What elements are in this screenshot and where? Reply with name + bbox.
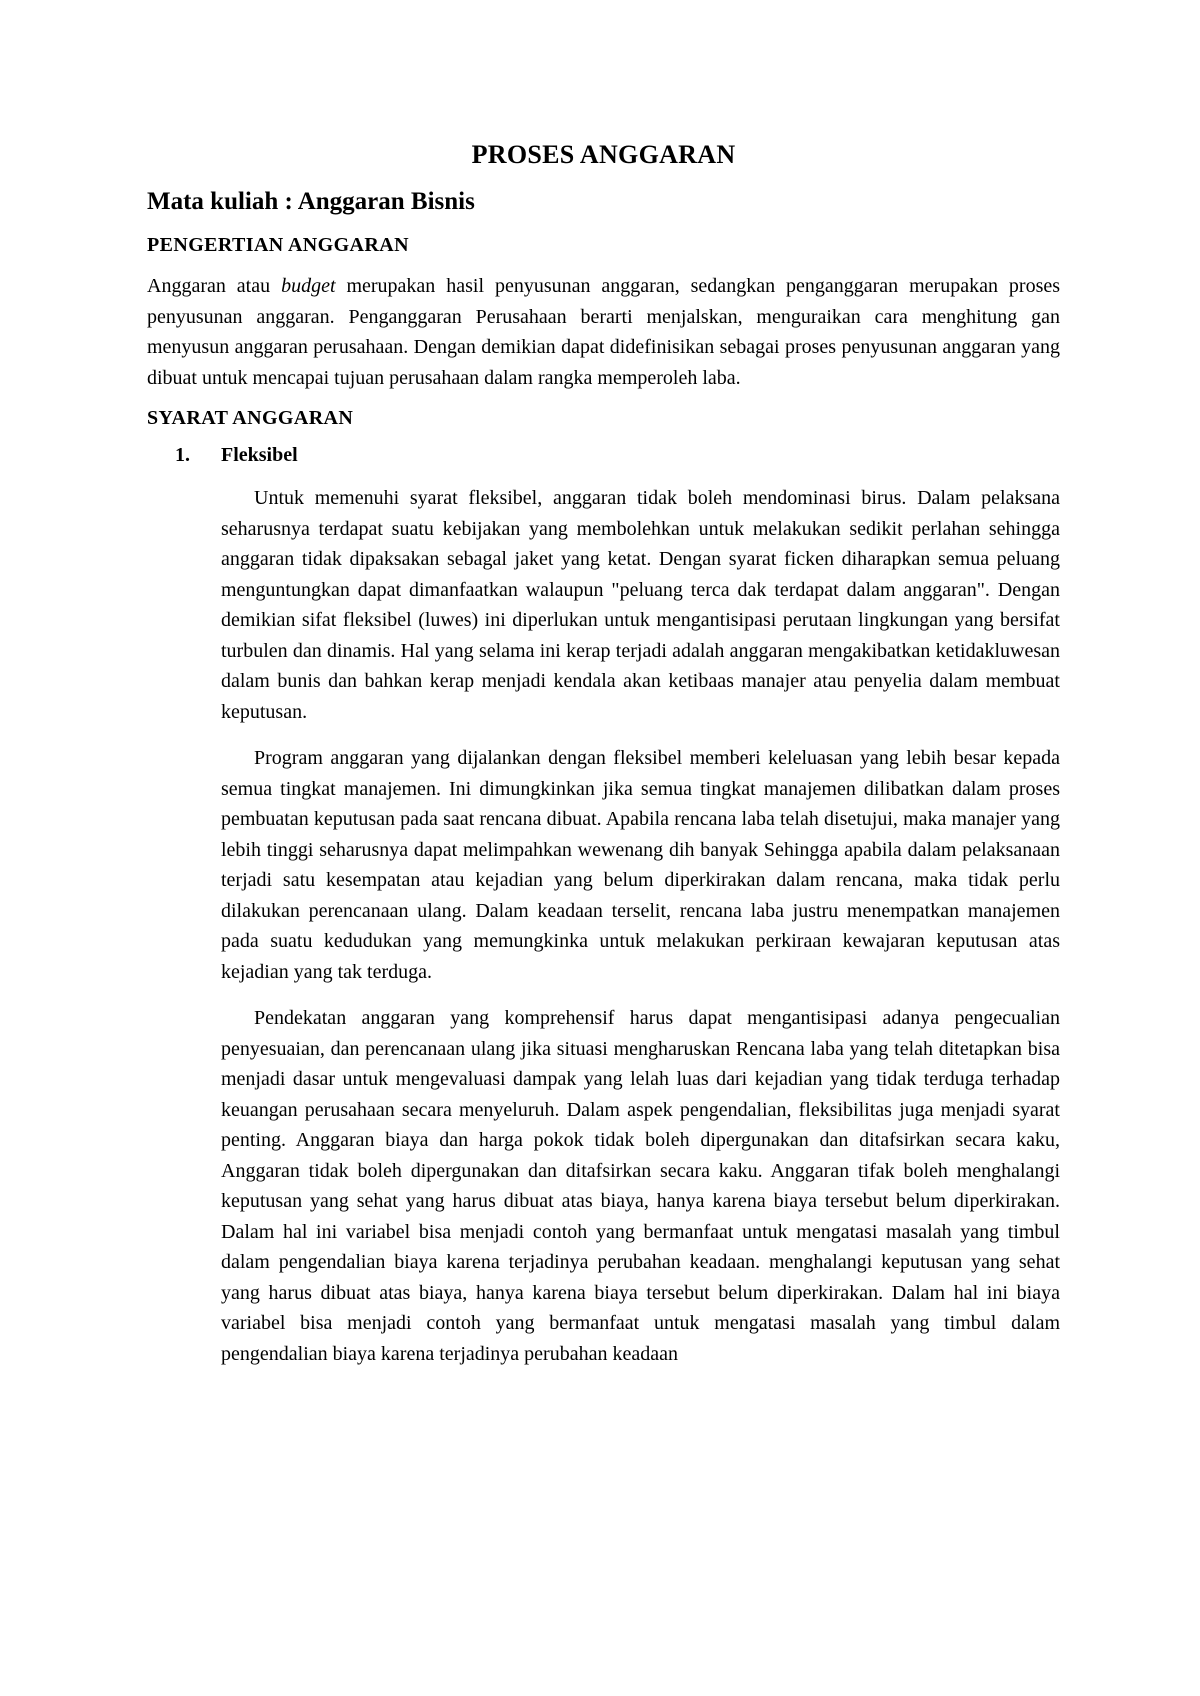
list-item-fleksibel (175, 444, 1060, 467)
definition-italic-term: budget (281, 275, 336, 297)
list-item-number: 1. (175, 444, 190, 466)
section-heading-pengertian: PENGERTIAN ANGGARAN (147, 234, 409, 256)
course-label: Mata kuliah : Anggaran Bisnis (147, 188, 475, 215)
body-paragraph-3: Pendekatan anggaran yang komprehensif harus dapat mengantisipasi adanya pengecualian penyesuaian, dan perencanaan ulang jika situasi mengharuskan Rencana laba yang telah ditetapkan bisa menjadi dasar untuk mengevaluasi dampak yang lelah luas dari kejadian yang tidak terduga terhadap keuangan perusahaan secara menyeluruh. Dalam aspek pengendalian, fleksibilitas juga menjadi syarat penting. Anggaran biaya dan harga pokok tidak boleh dipergunakan dan ditafsirkan secara kaku, Anggaran tidak boleh dipergunakan dan ditafsirkan secara kaku. Anggaran tifak boleh menghalangi keputusan yang sehat yang harus dibuat atas biaya, hanya karena biaya tersebut belum diperkirakan. Dalam hal ini variabel bisa menjadi contoh yang bermanfaat untuk mengatasi masalah yang timbul dalam pengendalian biaya karena terjadinya perubahan keadaan. menghalangi keputusan yang sehat yang harus dibuat atas biaya, hanya karena biaya tersebut belum diperkirakan. Dalam hal ini biaya variabel bisa menjadi contoh yang bermanfaat untuk mengatasi masalah yang timbul dalam pengendalian biaya karena terjadinya perubahan keadaan (221, 1007, 1060, 1365)
section-heading-syarat: SYARAT ANGGARAN (147, 407, 354, 429)
document-title: PROSES ANGGARAN (471, 140, 736, 169)
fleksibel-body (221, 483, 1060, 1369)
body-paragraph-1: Untuk memenuhi syarat fleksibel, anggaran tidak boleh mendominasi birus. Dalam pelaksana seharusnya terdapat suatu kebijakan yang membolehkan untuk melakukan sedikit perlahan sehingga anggaran tidak dipaksakan sebagal jaket yang ketat. Dengan syarat ficken diharapkan semua peluang menguntungkan dapat dimanfaatkan walaupun "peluang terca dak terdapat dalam anggaran". Dengan demikian sifat fleksibel (luwes) ini diperlukan untuk mengantisipasi perutaan lingkungan yang bersifat turbulen dan dinamis. Hal yang selama ini kerap terjadi adalah anggaran mengakibatkan ketidakluwesan dalam bunis dan bahkan kerap menjadi kendala akan ketibaas manajer atau penyelia dalam membuat keputusan. (221, 487, 1060, 723)
definition-text-end: merupakan hasil penyusunan anggaran, sedangkan penganggaran merupakan proses penyusunan anggaran. Penganggaran Perusahaan berarti menjalskan, menguraikan cara menghitung gan menyusun anggaran perusahaan. Dengan demikian dapat didefinisikan sebagai proses penyusunan anggaran yang dibuat untuk mencapai tujuan perusahaan dalam rangka memperoleh laba. (147, 275, 1061, 389)
document-page (147, 140, 1060, 1385)
definition-text-start: Anggaran atau (147, 275, 282, 297)
list-item-label: Fleksibel (221, 444, 298, 466)
definition-paragraph (147, 271, 1060, 393)
body-paragraph-2: Program anggaran yang dijalankan dengan fleksibel memberi keleluasan yang lebih besar kepada semua tingkat manajemen. Ini dimungkinkan jika semua tingkat manajemen dilibatkan dalam proses pembuatan keputusan pada saat rencana dibuat. Apabila rencana laba telah disetujui, maka manajer yang lebih tinggi seharusnya dapat melimpahkan wewenang dih banyak Sehingga apabila dalam pelaksanaan terjadi satu kesempatan atau kejadian yang belum diperkirakan dalam rencana, maka tidak perlu dilakukan perencanaan ulang. Dalam keadaan terselit, rencana laba justru menempatkan manajemen pada suatu kedudukan yang memungkinka untuk melakukan perkiraan kewajaran keputusan atas kejadian yang tak terduga. (221, 747, 1060, 983)
